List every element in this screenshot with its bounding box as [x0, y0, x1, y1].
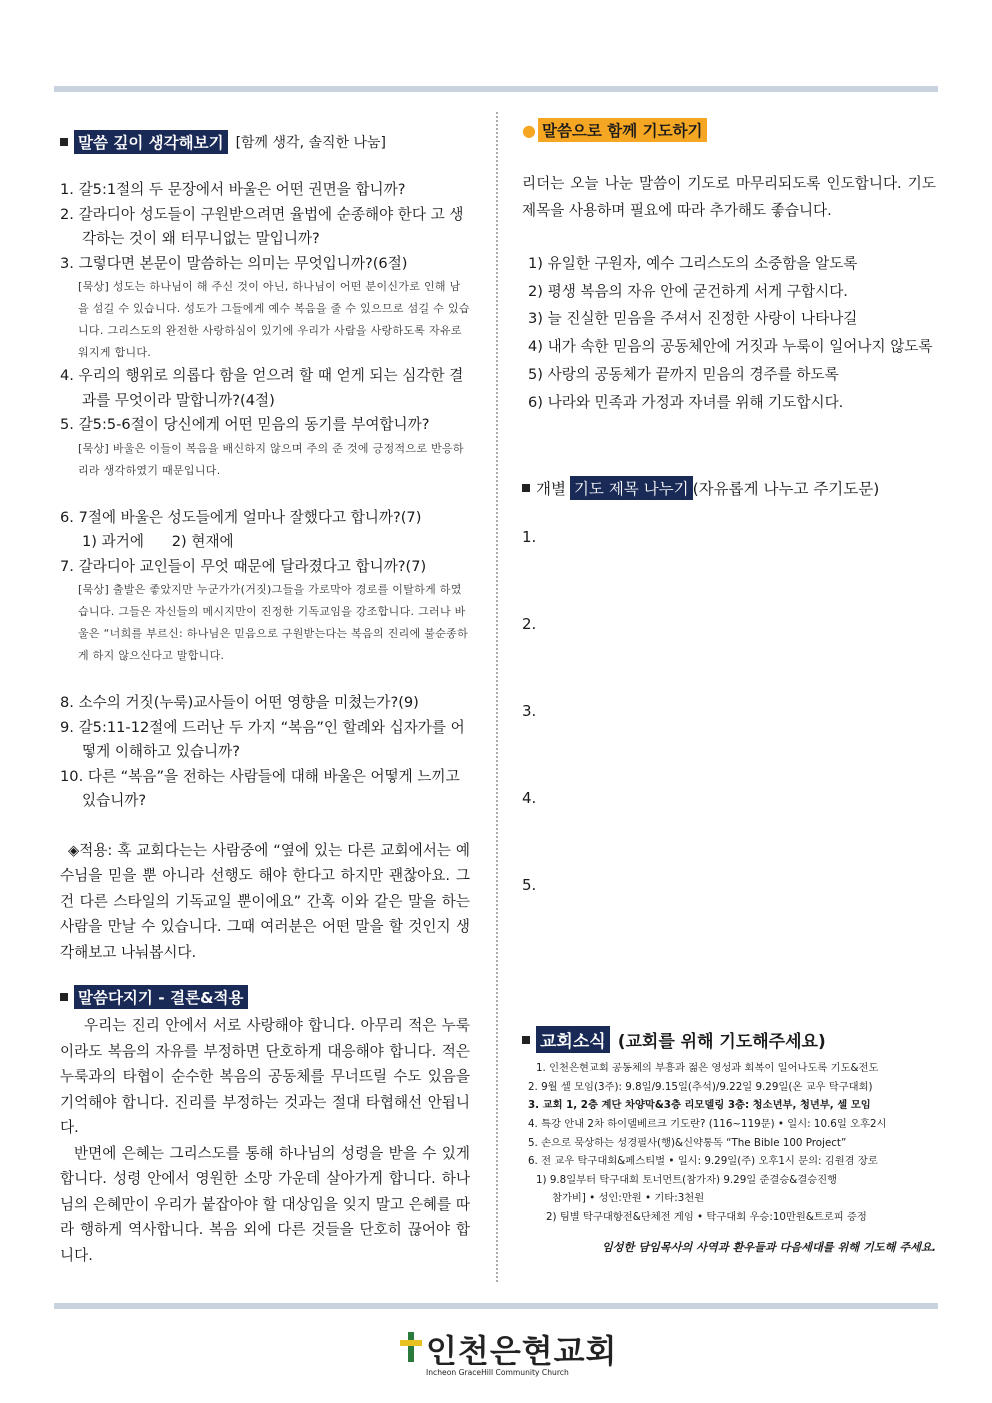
church-english-name: Incheon GraceHill Community Church: [426, 1368, 569, 1377]
section-heading-pray: [522, 118, 936, 142]
meditation-note: [묵상] 성도는 하나님이 해 주신 것이 아닌, 하나님이 어떤 분이신가로 인해 남을 섬길 수 있습니다. 성도가 그들에게 예수 복음을 줄 수 있으므로 섬길 수 있습니다. 그리스도의 완전한 사랑하심이 있기에 우리가 사람을 사랑하도록 자유로워지게 합니다.: [78, 280, 470, 359]
question-item: 7. 갈라디아 교인들이 무엇 때문에 달라졌다고 합니까?(7): [60, 557, 427, 575]
column-divider: [496, 112, 498, 1282]
square-bullet-icon: [522, 484, 530, 492]
question-item: 6. 7절에 바울은 성도들에게 얼마나 잘했다고 합니까?(7): [60, 508, 422, 526]
prayer-item: 4) 내가 속한 믿음의 공동체안에 거짓과 누룩이 일어나지 않도록: [528, 338, 933, 356]
question-list: [60, 178, 470, 814]
section-subtitle: (교회를 위해 기도해주세요): [617, 1032, 826, 1053]
prayer-slot: 5.: [522, 876, 537, 895]
prayer-item: 6) 나라와 민족과 가정과 자녀를 위해 기도합시다.: [528, 393, 844, 411]
prayer-item: 2) 평생 복음의 자유 안에 굳건하게 서게 구합시다.: [528, 282, 848, 300]
news-item: 5. 손으로 묵상하는 성경필사(행)&신약통독 “The Bible 100 Project”: [528, 1136, 847, 1149]
right-column: [522, 112, 936, 1255]
section-heading-share: [522, 476, 936, 500]
church-name: 인천은현교회: [426, 1332, 618, 1370]
news-item: 4. 특강 안내 2차 하이델베르크 기도란? (116~119문) • 일시: 10.6일 오후2시: [528, 1118, 887, 1130]
section-title: 교회소식: [536, 1026, 610, 1053]
meditation-note: [묵상] 출발은 좋았지만 누군가가(거짓)그들을 가로막아 경로를 이탈하게 하였습니다. 그들은 자신들의 메시지만이 진정한 기독교임을 강조합니다. 그러나 바울은 “너희를 부르신: 하나님은 믿음으로 구원받는다는 복음의 진리에 불순종하게 하지 않으신다고 말합니다.: [78, 583, 469, 662]
section-title: 말씀 깊이 생각해보기: [74, 130, 228, 154]
section-subtitle: (자유롭게 나누고 주기도문): [692, 480, 880, 499]
prayer-request-footer: 임성한 담임목사의 사역과 환우들과 다음세대를 위해 기도해 주세요.: [601, 1240, 936, 1254]
prayer-slot: 1.: [522, 528, 537, 547]
question-item: 10. 다른 “복음”을 전하는 사람들에 대해 바울은 어떻게 느끼고 있습니까?: [60, 767, 460, 809]
conclusion-paragraph: 우리는 진리 안에서 서로 사랑해야 합니다. 아무리 적은 누룩이라도 복음의 자유를 부정하면 단호하게 대응해야 합니다. 적은 누룩과의 타협이 순수한 복음의 공동체를 무너뜨릴 수도 있음을 기억해야 합니다. 진리를 부정하는 것과는 절대 타협해선 안됩니다.: [60, 1017, 470, 1136]
conclusion-paragraph: 반면에 은혜는 그리스도를 통해 하나님의 성령을 받을 수 있게 합니다. 성령 안에서 영원한 소망 가운데 살아가게 합니다. 하나님의 은혜만이 우리가 붙잡아야 할 대상임을 잊지 말고 은혜를 따라 행하게 역사합니다. 복음 외에 다른 것들을 단호히 끊어야 합니다.: [60, 1144, 470, 1264]
news-item: 3. 교회 1, 2층 계단 차양막&3층 리모델링 3층: 청소년부, 청년부, 셀 모임: [528, 1099, 871, 1112]
news-item: 6. 전 교우 탁구대회&페스티벌 • 일시: 9.29일(주) 오후1시 문의: 김원겸 장로: [528, 1155, 878, 1168]
square-bullet-icon: [60, 993, 68, 1001]
news-item: 2) 팀별 탁구대항전&단체전 게임 • 탁구대회 우승:10만원&트로피 증정: [546, 1210, 867, 1223]
question-sub-options: 1) 과거에 2) 현재에: [82, 533, 234, 550]
top-divider-bar: [54, 86, 938, 92]
news-item: 2. 9월 셀 모임(3주): 9.8일/9.15일(추석)/9.22일 9.29일(온 교우 탁구대회): [528, 1080, 873, 1093]
section-heading-news: [522, 1026, 936, 1053]
cross-icon: [398, 1332, 424, 1362]
prayer-item: 3) 늘 진실한 믿음을 주셔서 진정한 사랑이 나타나길: [528, 310, 858, 328]
question-item: 9. 갈5:11-12절에 드러난 두 가지 “복음”인 할례와 십자가를 어떻게 이해하고 있습니까?: [60, 718, 465, 760]
question-item: 4. 우리의 행위로 의롭다 함을 얻으려 할 때 얻게 되는 심각한 결과를 무엇이라 말합니까?(4절): [60, 367, 464, 409]
section-title: 말씀다지기 - 결론&적용: [74, 985, 248, 1009]
news-item: 참가비] • 성인:만원 • 기타:3천원: [552, 1192, 705, 1205]
news-item: 1. 인천은현교회 공동체의 부흥과 젊은 영성과 회복이 일어나도록 기도&전도: [536, 1062, 879, 1075]
section-heading-reflect: [60, 130, 470, 154]
section-subtitle: [함께 생각, 솔직한 나눔]: [235, 135, 387, 151]
circle-bullet-icon: ●: [522, 120, 536, 140]
bottom-divider-bar: [54, 1303, 938, 1309]
prayer-intro: 리더는 오늘 나눈 말씀이 기도로 마무리되도록 인도합니다. 기도 제목을 사용하며 필요에 따라 추가해도 좋습니다.: [522, 175, 936, 219]
question-item: 2. 갈라디아 성도들이 구원받으려면 율법에 순종해야 한다 고 생각하는 것이 왜 터무니없는 말입니까?: [60, 205, 464, 247]
meditation-note: [묵상] 바울은 이들이 복음을 배신하지 않으며 주의 준 것에 긍정적으로 반응하리라 생각하였기 때문입니다.: [78, 441, 464, 477]
prayer-item: 1) 유일한 구원자, 예수 그리스도의 소중함을 알도록: [528, 255, 858, 272]
prayer-slot: 3.: [522, 702, 537, 721]
prayer-item: 5) 사랑의 공동체가 끝까지 믿음의 경주를 하도록: [528, 365, 839, 383]
prayer-slot: 2.: [522, 615, 537, 634]
question-item: 8. 소수의 거짓(누룩)교사들이 어떤 영향을 미쳤는가?(9): [60, 694, 419, 711]
square-bullet-icon: [60, 138, 68, 146]
square-bullet-icon: [522, 1036, 530, 1044]
prayer-slot: 4.: [522, 789, 537, 808]
section-title: 말씀으로 함께 기도하기: [538, 118, 707, 142]
application-paragraph: ◈적용: 혹 교회다는는 사람중에 “옆에 있는 다른 교회에서는 예수님을 믿을 뿐 아니라 선행도 해야 한다고 하지만 괜찮아요. 그건 다른 스타일의 기독교일 뿐이에요” 간혹 이와 같은 말을 하는 사람을 만날 수 있습니다. 그때 여러분은 어떤 말을 할 것인지 생각해보고 나눠봅시다.: [60, 841, 470, 961]
section-prefix: 개별: [536, 480, 566, 499]
section-title: 기도 제목 나누기: [570, 476, 693, 500]
prayer-slot-list: [522, 528, 936, 1026]
news-list: [522, 1059, 936, 1226]
question-item: 5. 갈5:5-6절이 당신에게 어떤 믿음의 동기를 부여합니까?: [60, 416, 430, 433]
prayer-list: [522, 250, 936, 416]
question-item: 1. 갈5:1절의 두 문장에서 바울은 어떤 권면을 합니까?: [60, 181, 406, 198]
church-logo: [398, 1324, 618, 1384]
section-heading-conclusion: [60, 985, 470, 1009]
question-item: 3. 그렇다면 본문이 말씀하는 의미는 무엇입니까?(6절): [60, 254, 408, 272]
left-column: [60, 112, 470, 1268]
news-item: 1) 9.8일부터 탁구대회 토너먼트(참가자) 9.29일 준결승&결승진행: [536, 1173, 838, 1186]
